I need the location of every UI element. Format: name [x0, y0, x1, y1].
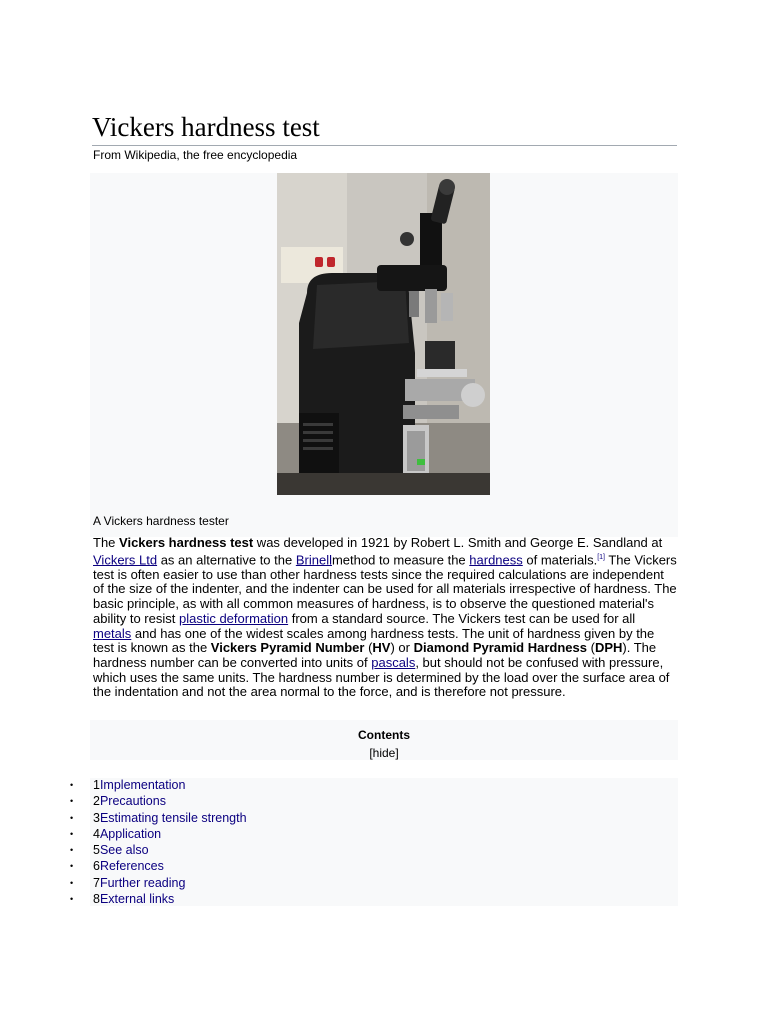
bullet-icon: •	[70, 780, 74, 790]
intro-text: ) or	[390, 640, 414, 656]
toc-entry	[93, 793, 166, 809]
link-plastic-deformation[interactable]: plastic deformation	[178, 610, 289, 626]
toc-number: 4	[93, 826, 100, 841]
toc-link[interactable]: Further reading	[99, 875, 186, 890]
bullet-icon: •	[70, 877, 74, 888]
toc-link[interactable]: Estimating tensile strength	[99, 810, 247, 825]
bullet-icon: •	[70, 796, 74, 807]
bullet-icon: •	[70, 845, 74, 856]
figure-caption: A Vickers hardness tester	[93, 514, 229, 528]
toc-hide-toggle[interactable]: [hide]	[369, 746, 399, 760]
bold-term: DPH	[594, 640, 623, 656]
toc-number: 3	[93, 810, 100, 825]
link-vickers-ltd[interactable]: Vickers Ltd	[93, 552, 158, 568]
bold-term: Diamond Pyramid Hardness	[413, 640, 587, 656]
site-subtitle: From Wikipedia, the free encyclopedia	[93, 148, 298, 162]
intro-text: (	[364, 640, 373, 656]
toc-entry	[93, 891, 174, 907]
intro-text: was developed in 1921 by Robert L. Smith and George E. Sandland at	[253, 535, 663, 550]
intro-text: as an alternative to the	[157, 552, 296, 568]
toc-number: 7	[93, 875, 100, 890]
toc-link[interactable]: References	[99, 859, 164, 874]
toc-link[interactable]: See also	[99, 843, 149, 858]
bold-term: Vickers hardness test	[119, 535, 254, 550]
intro-text: of materials.	[522, 552, 598, 568]
toc-entry	[93, 875, 185, 891]
toc-number: 2	[93, 794, 100, 809]
link-pascals[interactable]: pascals	[371, 654, 416, 670]
toc-entry	[93, 858, 164, 874]
title-divider	[92, 145, 677, 146]
intro-text: (	[586, 640, 595, 656]
toc-title: Contents	[358, 728, 410, 742]
toc-entry	[93, 777, 185, 793]
bullet-icon: •	[70, 828, 74, 839]
link-metals[interactable]: metals	[93, 625, 132, 641]
toc-number: 6	[93, 859, 100, 874]
bullet-icon: •	[70, 812, 74, 823]
intro-text: , but should not be confused with pressure, which uses the same units. The hardness number is determined by the load over the surface area of the indentation and not the area normal to the force, and is therefore not pressure.	[93, 654, 670, 700]
toc-header	[90, 720, 678, 760]
bullet-icon: •	[70, 861, 74, 872]
intro-text: and has one of the widest scales among hardness tests. The unit of hardness given by the test is known as the	[93, 625, 655, 656]
bullet-icon: •	[70, 894, 74, 905]
bold-term: HV	[372, 640, 391, 656]
hardness-tester-photo[interactable]	[277, 173, 490, 495]
toc-number: 8	[93, 892, 100, 907]
intro-text: The Vickers test is often easier to use than other hardness tests since the required calculations are independent of the size of the indenter, and the indenter can be used for all materials irrespective of hardness. The basic principle, as with all common measures of hardness, is to observe the questioned material's ability to resist	[93, 552, 677, 626]
reference-link[interactable]: [1]	[597, 553, 605, 561]
link-brinell[interactable]: Brinell	[295, 552, 332, 568]
link-hardness[interactable]: hardness	[469, 552, 523, 568]
toc-entry	[93, 810, 247, 826]
intro-text: ). The hardness number can be converted into units of	[93, 640, 657, 670]
toc-entry	[93, 826, 161, 842]
toc-entry	[93, 842, 149, 858]
toc-number: 1	[93, 778, 100, 792]
intro-text: method to measure the	[331, 552, 470, 568]
toc-link[interactable]: Implementation	[99, 778, 186, 792]
bold-term: Vickers Pyramid Number	[210, 640, 365, 656]
intro-text: from a standard source. The Vickers test can be used for all	[288, 610, 636, 626]
intro-text: The	[93, 535, 120, 550]
intro-paragraph	[93, 536, 677, 700]
toc-number: 5	[93, 843, 100, 858]
toc-link[interactable]: Precautions	[99, 794, 166, 809]
toc-link[interactable]: Application	[99, 826, 162, 841]
page-title: Vickers hardness test	[92, 112, 320, 142]
toc-link[interactable]: External links	[99, 892, 175, 907]
